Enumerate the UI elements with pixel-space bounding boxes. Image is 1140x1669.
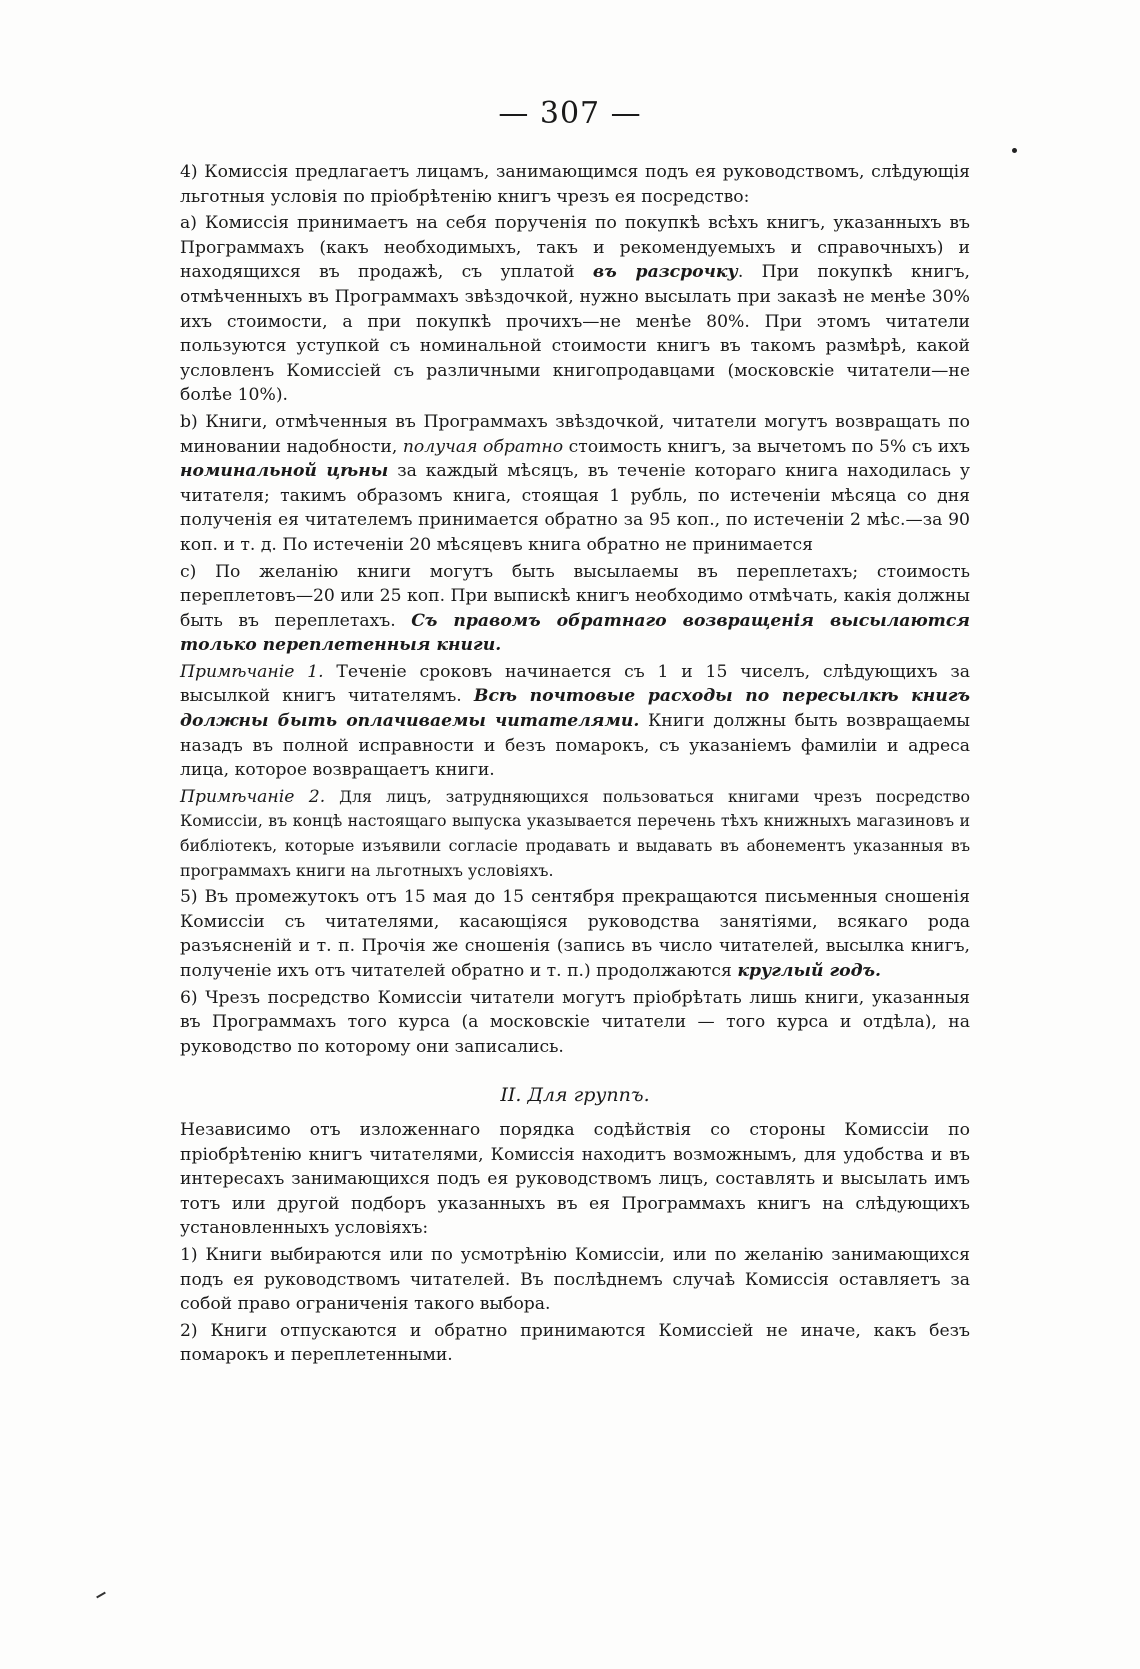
condition-2: 2) Книги отпускаются и обратно принимаются Комиссіей не иначе, какъ безъ помарокъ и переплетенными. [180,1320,970,1366]
emphasis-nominal-price: номинальной цѣны [180,461,389,482]
note-1: Примѣчаніе 1. Теченіе сроковъ начинается съ 1 и 15 чиселъ, слѣдующихъ за высылкой книгъ читателямъ. Всѣ почтовые расходы по пересылкѣ книгъ должны быть оплачиваемы читателями. Книги должны быть возвращаемы назадъ въ полной исправности и безъ помарокъ, съ указаніемъ фамиліи и адреса лица, которое возвращаетъ книги. [180,661,970,781]
page-number: — 307 — [498,96,642,131]
note-2-label: Примѣчаніе 2. [180,786,326,807]
paragraph-b: b) Книги, отмѣченныя въ Программахъ звѣздочкой, читатели могутъ возвращать по миновании надобности, получая обратно стоимость книгъ, за вычетомъ по 5% съ ихъ номинальной цѣны за каждый мѣсяцъ, въ теченіе котораго книга находилась у читателя; такимъ образомъ книга, стоящая 1 рубль, по истеченіи мѣсяца со дня полученія ея читателемъ принимается обратно за 95 коп., по истеченіи 2 мѣс.—за 90 коп. и т. д. По истеченіи 20 мѣсяцевъ книга обратно не принимается [180,411,970,555]
paragraph-6: 6) Чрезъ посредство Комиссіи читатели могутъ пріобрѣтать лишь книги, указанныя въ Программахъ того курса (а московскіе читатели — того курса и отдѣла), на руководство по которому они записались. [180,987,970,1057]
paragraph-c: c) По желанію книги могутъ быть высылаемы въ переплетахъ; стоимость переплетовъ—20 или 25 коп. При выпискѣ книгъ необходимо отмѣчать, какія должны быть въ переплетахъ. Съ правомъ обратнаго возвращенія высылаются только переплетенныя книги. [180,561,970,656]
note-2: Примѣчаніе 2. Для лицъ, затрудняющихся пользоваться книгами чрезъ посредство Комиссіи, въ концѣ настоящаго выпуска указывается перечень тѣхъ книжныхъ магазиновъ и библіотекъ, которые изъявили согласіе продавать и выдавать въ абонементъ указанныя въ программахъ книги на льготныхъ условіяхъ. [180,786,970,880]
paragraph-a: a) Комиссія принимаетъ на себя порученія по покупкѣ всѣхъ книгъ, указанныхъ въ Программахъ (какъ необходимыхъ, такъ и рекомендуемыхъ и справочныхъ) и находящихся въ продажѣ, съ уплатой въ разсрочку. При покупкѣ книгъ, отмѣченныхъ въ Программахъ звѣздочкой, нужно высылать при заказѣ не менѣе 30% ихъ стоимости, а при покупкѣ прочихъ—не менѣе 80%. При этомъ читатели пользуются уступкой съ номинальной стоимости книгъ въ такомъ размѣрѣ, какой условленъ Комиссіей съ различными книгопродавцами (московскіе читатели—не болѣе 10%). [180,213,971,406]
section-heading-groups: II. Для группъ. [500,1084,650,1107]
section2-intro: Независимо отъ изложеннаго порядка содѣйствія со стороны Комиссіи по пріобрѣтенію книгъ читателями, Комиссія находитъ возможнымъ, для удобства и въ интересахъ занимающихся подъ ея руководствомъ лицъ, составлять и высылать имъ тотъ или другой подборъ указанныхъ въ ея Программахъ книгъ на слѣдующихъ установленныхъ условіяхъ: [180,1119,970,1239]
emphasis-year-round: круглый годъ. [737,961,882,981]
paragraph-5: 5) Въ промежутокъ отъ 15 мая до 15 сентября прекращаются письменныя сношенія Комиссіи съ читателями, касающіяся руководства занятіями, всякаго рода разъясненій и т. п. Прочія же сношенія (запись въ число читателей, высылка книгъ, полученіе ихъ отъ читателей обратно и т. п.) продолжаются круглый годъ. [180,887,970,981]
emphasis-postage: Всѣ почтовые расходы по пересылкѣ книгъ должны быть оплачиваемы читателями. [180,686,970,732]
paragraph-4: 4) Комиссія предлагаетъ лицамъ, занимающимся подъ ея руководствомъ, слѣдующія льготныя условія по пріобрѣтенію книгъ чрезъ ея посредство: [180,162,970,207]
emphasis-installments: въ разсрочку [592,262,738,283]
scan-speck [1012,148,1017,153]
emphasis-bound-books: Съ правомъ обратнаго возвращенія высылаются только переплетенныя книги. [180,610,970,656]
scan-mark [96,1592,106,1599]
emphasis-refund: получая обратно [402,436,564,457]
note-1-label: Примѣчаніе 1. [180,661,324,682]
main-text [180,160,970,1370]
condition-1: 1) Книги выбираются или по усмотрѣнію Комиссіи, или по желанію занимающихся подъ ея руководствомъ читателей. Въ послѣднемъ случаѣ Комиссія оставляетъ за собой право ограниченія такого выбора. [180,1244,970,1315]
